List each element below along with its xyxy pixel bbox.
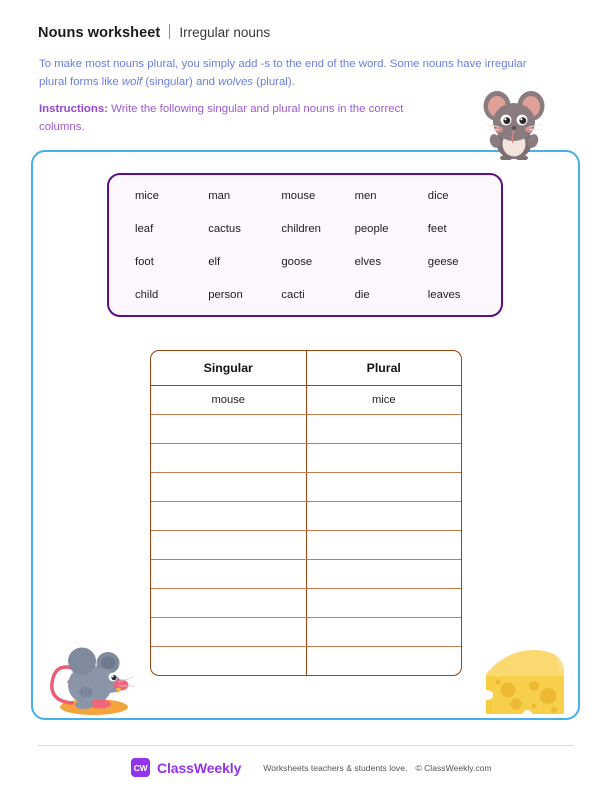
instructions-text: Write the following singular and plural nouns in the correct columns. (39, 103, 404, 133)
footer (131, 758, 492, 777)
cell-singular[interactable] (151, 472, 306, 501)
intro-text-part3: (plural). (253, 75, 295, 88)
mouse-sitting-icon (42, 633, 140, 715)
cell-singular[interactable] (151, 559, 306, 588)
cell-singular[interactable] (151, 414, 306, 443)
word-bank-item: child (135, 288, 159, 301)
intro-text-part1: To make most nouns plural, you simply add -s to the end of the word. Some nouns have irregular plural forms like (39, 58, 527, 88)
cell-plural[interactable]: mice (306, 385, 461, 414)
table-row (151, 588, 461, 617)
table-row (151, 443, 461, 472)
cell-singular[interactable] (151, 617, 306, 646)
word-bank-item: people (354, 222, 389, 235)
cheese-wedge-icon (478, 646, 574, 722)
word-bank-item: geese (427, 255, 459, 268)
word-bank-item: dice (427, 189, 449, 202)
intro-paragraph (39, 56, 529, 91)
footer-copyright: © ClassWeekly.com (415, 762, 492, 773)
word-bank-item: cacti (281, 288, 305, 301)
title-separator (169, 24, 170, 39)
instructions-paragraph (39, 101, 439, 136)
cell-plural[interactable] (306, 472, 461, 501)
table-row (151, 472, 461, 501)
word-bank-item: children (281, 222, 321, 235)
word-bank-item: mice (135, 189, 159, 202)
intro-italic-wolves: wolves (218, 75, 253, 88)
cell-singular[interactable] (151, 588, 306, 617)
word-bank-item: cactus (208, 222, 241, 235)
word-bank-item: die (354, 288, 370, 301)
cell-singular[interactable] (151, 646, 306, 675)
word-bank-item: leaf (135, 222, 154, 235)
table-row (151, 646, 461, 675)
cell-plural[interactable] (306, 559, 461, 588)
word-bank-item: elf (208, 255, 221, 268)
cell-singular[interactable] (151, 530, 306, 559)
mouse-standing-icon (478, 84, 550, 160)
word-bank-item: feet (427, 222, 447, 235)
classweekly-logo-icon: CW (131, 758, 150, 777)
word-bank-item: foot (135, 255, 154, 268)
page-header (38, 22, 270, 41)
table-row (151, 617, 461, 646)
cell-singular[interactable]: mouse (151, 385, 306, 414)
word-bank-item: men (354, 189, 377, 202)
table-row (151, 501, 461, 530)
column-header-plural: Plural (306, 351, 461, 385)
cell-plural[interactable] (306, 617, 461, 646)
cell-plural[interactable] (306, 414, 461, 443)
cell-plural[interactable] (306, 646, 461, 675)
answer-table (150, 350, 462, 676)
word-bank-item: elves (354, 255, 381, 268)
table-row (151, 385, 461, 414)
cell-plural[interactable] (306, 501, 461, 530)
word-bank-item: man (208, 189, 231, 202)
column-header-singular: Singular (151, 351, 306, 385)
cell-singular[interactable] (151, 443, 306, 472)
intro-italic-wolf: wolf (121, 75, 143, 88)
table-header-row (151, 351, 461, 385)
cell-plural[interactable] (306, 443, 461, 472)
cell-plural[interactable] (306, 530, 461, 559)
word-bank-item: goose (281, 255, 313, 268)
brand-name: ClassWeekly (157, 759, 242, 776)
table-row (151, 530, 461, 559)
intro-text-part2: (singular) and (142, 75, 219, 88)
cell-singular[interactable] (151, 501, 306, 530)
table-row (151, 414, 461, 443)
footer-tagline: Worksheets teachers & students love. (263, 762, 408, 773)
instructions-label: Instructions: (39, 103, 108, 115)
word-bank-item: leaves (427, 288, 461, 301)
word-bank-item: person (208, 288, 243, 301)
word-bank (107, 173, 503, 317)
page-title: Nouns worksheet (38, 25, 161, 41)
footer-divider (38, 745, 574, 746)
page-subtitle: Irregular nouns (179, 25, 271, 40)
word-bank-item: mouse (281, 189, 316, 202)
cell-plural[interactable] (306, 588, 461, 617)
table-row (151, 559, 461, 588)
